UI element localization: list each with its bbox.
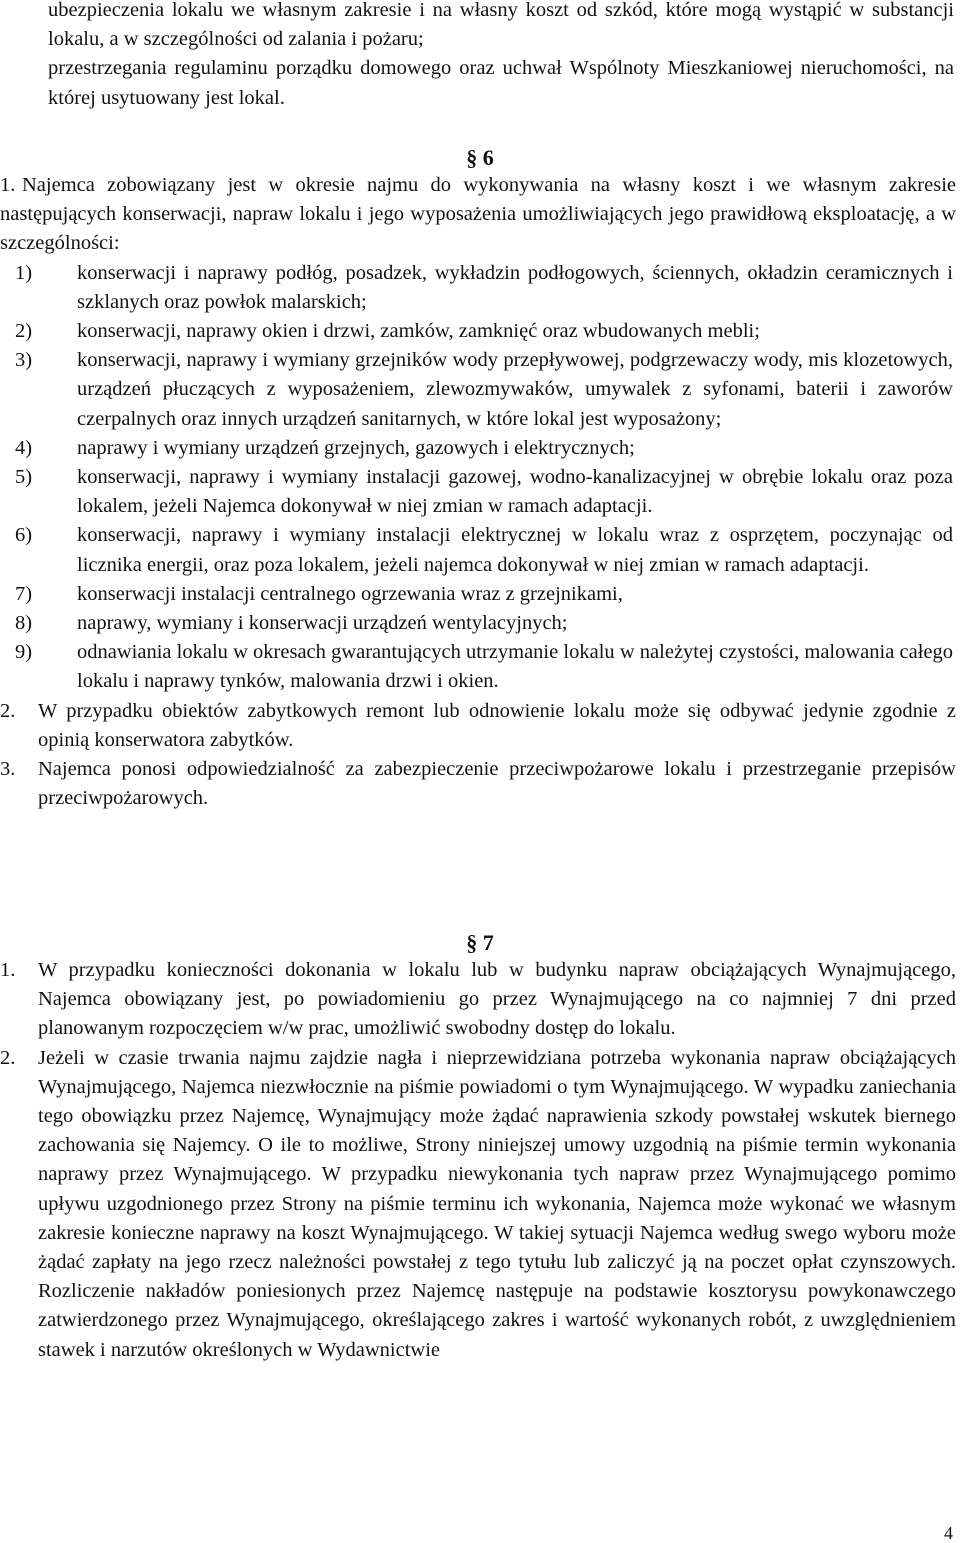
section-heading: § 7 bbox=[466, 930, 494, 955]
list-item bbox=[15, 638, 953, 696]
list-item bbox=[15, 434, 953, 463]
list-item-text: ubezpieczenia lokalu we własnym zakresie i na własny koszt od szkód, które mogą wystąpić w substancji lokalu, a w szczególności od zalania i pożaru; bbox=[48, 0, 954, 51]
paragraph bbox=[0, 755, 956, 813]
list-item-number: 1) bbox=[15, 261, 33, 284]
list-item-text: naprawy, wymiany i konserwacji urządzeń wentylacyjnych; bbox=[77, 612, 568, 635]
list-item-text: konserwacji, naprawy i wymiany instalacji elektrycznej w lokalu wraz z osprzętem, poczynając od licznika energii, oraz poza lokalem, jeżeli najemca dokonywał w niej zmian w ramach adaptacji. bbox=[77, 524, 953, 576]
list-item bbox=[14, 54, 954, 112]
paragraph bbox=[0, 697, 956, 755]
list-item bbox=[15, 609, 953, 638]
list-item-number: 7) bbox=[15, 582, 33, 605]
list-item-text: naprawy i wymiany urządzeń grzejnych, gazowych i elektrycznych; bbox=[77, 436, 635, 459]
list-item bbox=[15, 317, 953, 346]
list-item bbox=[15, 346, 953, 434]
list-item-number: 9) bbox=[15, 641, 33, 664]
list-item-number: 3) bbox=[15, 349, 33, 372]
list-item-text: konserwacji, naprawy i wymiany grzejników wody przepływowej, podgrzewaczy wody, mis klozetowych, urządzeń płuczących z wyposażeniem, zlewozmywaków, umywalek z syfonami, baterii i zaworów czerpalnych oraz innych urządzeń sanitarnych, w które lokal jest wyposażony; bbox=[77, 349, 953, 430]
list-item bbox=[15, 463, 953, 521]
paragraph-text: Jeżeli w czasie trwania najmu zajdzie nagła i nieprzewidziana potrzeba wykonania napraw obciążających Wynajmującego, Najemca niezwłocznie na piśmie powiadomi o tym Wynajmującego. W wypadku zaniechania tego obowiązku przez Najemcę, Wynajmujący może żądać naprawienia szkody powstałej wskutek biernego zachowania się Najemcy. O ile to możliwe, Strony niniejszej umowy uzgodnią na piśmie termin wykonania naprawy przez Wynajmującego. W przypadku niewykonania tych napraw przez Wynajmującego pomimo upływu uzgodnionego przez Strony na piśmie terminu ich wykonania, Najemca może wykonać we własnym zakresie konieczne naprawy na koszt Wynajmującego. W takiej sytuacji Najemca według swego wyboru może żądać zapłaty na jego rzecz należności powstałej z tego tytułu lub zaliczyć ją na poczet opłat czynszowych. Rozliczenie nakładów poniesionych przez Najemcę następuje na podstawie kosztorysu powykonawczego zatwierdzonego przez Wynajmującego, określającego zakres i wartość wykonanych robót, z uwzględnieniem stawek i narzutów określonych w Wydawnictwie bbox=[38, 1046, 956, 1361]
paragraph-number: 2. bbox=[0, 1046, 16, 1069]
paragraph-number: 1. bbox=[0, 174, 16, 196]
list-item bbox=[15, 259, 953, 317]
list-item-text: konserwacji i naprawy podłóg, posadzek, wykładzin podłogowych, ściennych, okładzin ceramicznych i szklanych oraz powłok malarskich; bbox=[77, 261, 953, 313]
list-item-text: konserwacji, naprawy okien i drzwi, zamków, zamknięć oraz wbudowanych mebli; bbox=[77, 320, 760, 343]
list-item bbox=[15, 521, 953, 579]
section-6-body bbox=[0, 171, 956, 813]
section-7-body bbox=[0, 956, 956, 1365]
continuation-list bbox=[0, 0, 954, 113]
list-item-text: odnawiania lokalu w okresach gwarantujących utrzymanie lokalu w należytej czystości, malowania całego lokalu i naprawy tynków, malowania drzwi i okien. bbox=[77, 641, 953, 693]
paragraph-text: W przypadku konieczności dokonania w lokalu lub w budynku napraw obciążających Wynajmującego, Najemca obowiązany jest, po powiadomieniu go przez Wynajmującego na co najmniej 7 dni przed planowanym rozpoczęciem w/w prac, umożliwić swobodny dostęp do lokalu. bbox=[38, 959, 956, 1040]
list-item-number: 6) bbox=[15, 524, 33, 547]
list-item-number: 8) bbox=[15, 612, 33, 635]
paragraph bbox=[0, 171, 956, 259]
list-item-number: 4) bbox=[15, 436, 33, 459]
paragraph-number: 3. bbox=[0, 758, 16, 781]
list-item-text: konserwacji, naprawy i wymiany instalacji gazowej, wodno-kanalizacyjnej w obrębie lokalu oraz poza lokalem, jeżeli Najemca dokonywał w niej zmian w ramach adaptacji. bbox=[77, 466, 953, 518]
paragraph-text: Najemca ponosi odpowiedzialność za zabezpieczenie przeciwpożarowe lokalu i przestrzeganie przepisów przeciwpożarowych. bbox=[38, 758, 956, 810]
paragraph-number: 1. bbox=[0, 959, 16, 981]
paragraph bbox=[0, 1044, 956, 1365]
list-item-number: 5) bbox=[15, 466, 33, 489]
paragraph bbox=[0, 956, 956, 1044]
paragraph-number: 2. bbox=[0, 699, 16, 722]
paragraph-text: Najemca zobowiązany jest w okresie najmu do wykonywania na własny koszt i we własnym zakresie następujących konserwacji, napraw lokalu i jego wyposażenia umożliwiających jego prawidłową eksploatację, a w szczególności: bbox=[0, 174, 956, 255]
list-item-number: 2) bbox=[15, 320, 33, 343]
paragraph-text: W przypadku obiektów zabytkowych remont lub odnowienie lokalu może się odbywać jedynie zgodnie z opinią konserwatora zabytków. bbox=[38, 699, 956, 751]
list-item bbox=[14, 0, 954, 54]
list-item-text: przestrzegania regulaminu porządku domowego oraz uchwał Wspólnoty Mieszkaniowej nieruchomości, na której usytuowany jest lokal. bbox=[48, 57, 954, 109]
list-item bbox=[15, 580, 953, 609]
list-item-text: konserwacji instalacji centralnego ogrzewania wraz z grzejnikami, bbox=[77, 582, 623, 605]
page-number: 4 bbox=[944, 1523, 953, 1543]
section-heading: § 6 bbox=[466, 145, 494, 170]
